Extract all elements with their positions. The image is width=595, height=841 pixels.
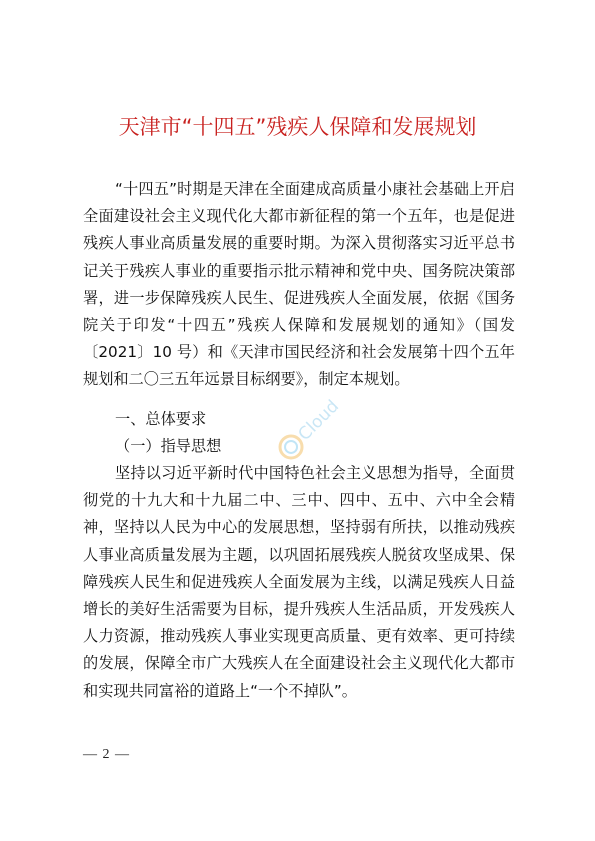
cloud-logo-watermark bbox=[258, 380, 358, 480]
watermark-text: Cloud bbox=[294, 396, 344, 445]
section-heading: 一、总体要求 bbox=[115, 410, 207, 428]
page-number: — 2 — bbox=[83, 747, 130, 762]
guiding-ideology-paragraph: 坚持以习近平新时代中国特色社会主义思想为指导，全面贯彻党的十九大和十九届二中、三中、四中、五中、六中全会精神，坚持以人民为中心的发展思想，坚持弱有所扶，以推动残疾人事业高质量发展为主题，以巩固拓展残疾人脱贫攻坚成果、保障残疾人民生和促进残疾人全面发展为主线，以满足残疾人日益增长的美好生活需要为目标，提升残疾人生活品质，开发残疾人人力资源，推动残疾人事业实现更高质量、更有效率、更可持续的发展，保障全市广大残疾人在全面建设社会主义现代化大都市和实现共同富裕的道路上“一个不掉队”。 bbox=[83, 464, 515, 700]
subsection-heading: （一）指导思想 bbox=[115, 437, 222, 455]
intro-paragraph: “十四五”时期是天津在全面建成高质量小康社会基础上开启全面建设社会主义现代化大都市新征程的第一个五年，也是促进残疾人事业高质量发展的重要时期。为深入贯彻落实习近平总书记关于残疾人事业的重要指示批示精神和党中央、国务院决策部署，进一步保障残疾人民生、促进残疾人全面发展，依据《国务院关于印发“十四五”残疾人保障和发展规划的通知》（国发〔2021〕10 号）和《天津市国民经济和社会发展第十四个五年规划和二〇三五年远景目标纲要》，制定本规划。 bbox=[83, 180, 515, 389]
document-title: 天津市“十四五”残疾人保障和发展规划 bbox=[118, 115, 477, 139]
